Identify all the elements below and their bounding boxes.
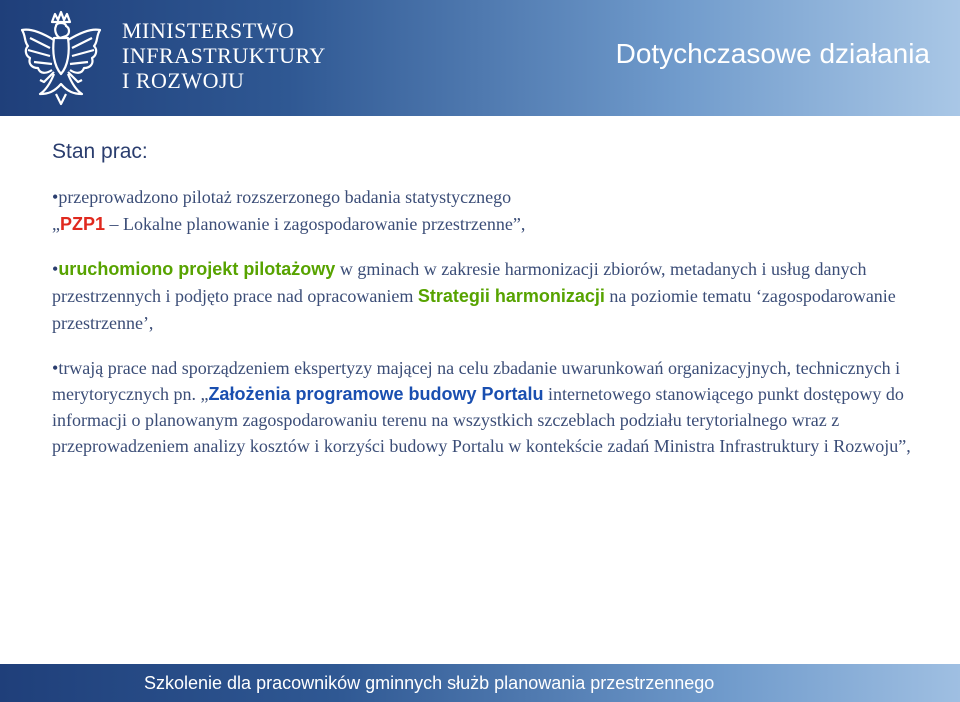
header-banner [0, 0, 960, 116]
bullet-item-1 [52, 184, 932, 238]
bullet-1-text: przeprowadzono pilotaż rozszerzonego badania statystycznego [58, 187, 512, 207]
bullet-item-3 [52, 355, 932, 459]
bullet-2-text: w gminach w zakresie harmonizacji zbiorów, metadanych i usług danych przestrzennych i podjęto prace nad opracowaniem [52, 259, 867, 306]
bullet-item-2 [52, 256, 932, 337]
bullet-1-text-end: – Lokalne planowanie i zagospodarowanie przestrzenne”, [105, 214, 526, 234]
bullet-1-quote: „ [52, 214, 60, 234]
footer-text: Szkolenie dla pracowników gminnych służb planowania przestrzennego [144, 673, 715, 693]
slide-content [52, 140, 932, 477]
bullet-3-highlight: Założenia programowe budowy Portalu [208, 384, 544, 404]
bullet-dot: • [52, 358, 59, 378]
slide-title: Dotychczasowe działania [615, 38, 930, 69]
bullet-3-text: trwają prace nad sporządzeniem ekspertyzy mającej na celu zbadanie uwarunkowań organizacyjnych, technicznych i merytorycznych pn. „ [52, 358, 901, 404]
ministry-line-2: INFRASTRUKTURY [122, 43, 326, 68]
bullet-3-text-end: internetowego stanowiącego punkt dostępowy do informacji o planowanym zagospodarowaniu terenu na wszystkich szczeblach podziału terytorialnego wraz z przeprowadzeniem analizy kosztów i korzyści budowy Portalu w kontekście zadań Ministra Infrastruktury i Rozwoju”, [52, 384, 911, 456]
bullet-1-highlight: PZP1 [60, 214, 106, 234]
polish-eagle-icon [16, 8, 106, 108]
ministry-line-1: MINISTERSTWO [122, 18, 295, 43]
bullet-dot: • [52, 259, 59, 279]
bullet-2-highlight-2: Strategii harmonizacji [417, 286, 605, 306]
ministry-line-3: I ROZWOJU [122, 68, 245, 93]
section-title: Stan prac: [52, 140, 148, 163]
ministry-name [122, 18, 326, 93]
bullet-2-text-end: na poziomie tematu ‘zagospodarowanie przestrzenne’, [52, 286, 896, 333]
footer-banner [0, 664, 960, 702]
bullet-dot: • [52, 187, 59, 207]
bullet-2-highlight-1: uruchomiono projekt pilotażowy [58, 259, 336, 279]
